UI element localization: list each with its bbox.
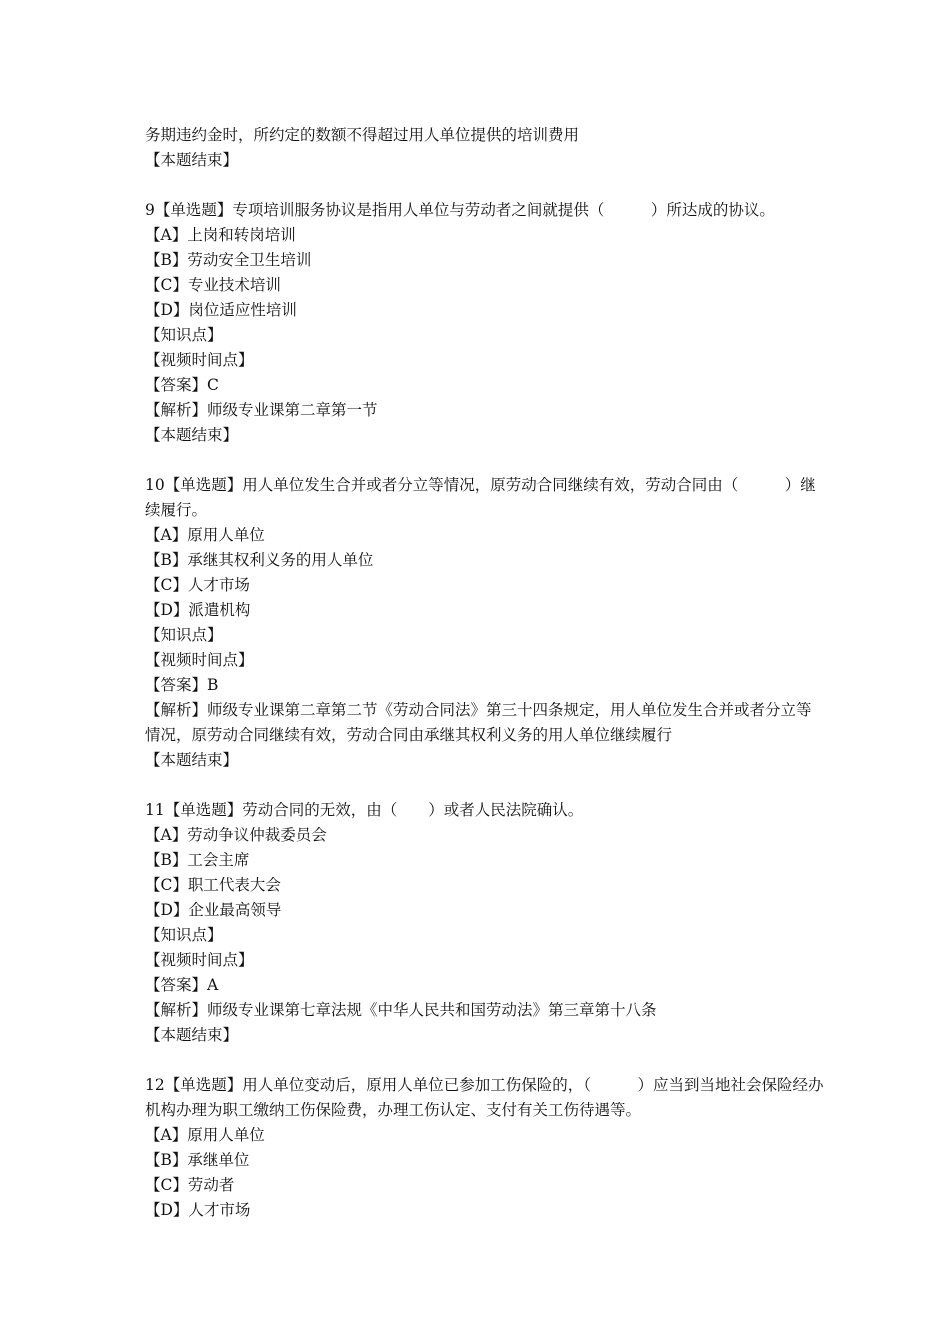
- question-stem: 9【单选题】专项培训服务协议是指用人单位与劳动者之间就提供（ ）所达成的协议。: [145, 201, 775, 219]
- document-page: [145, 123, 825, 1223]
- option-a: 【A】劳动争议仲裁委员会: [145, 826, 327, 844]
- option-b: 【B】劳动安全卫生培训: [145, 251, 312, 269]
- option-d: 【D】派遣机构: [145, 601, 251, 619]
- answer: 【答案】C: [145, 376, 219, 394]
- option-a: 【A】上岗和转岗培训: [145, 226, 296, 244]
- option-a: 【A】原用人单位: [145, 526, 265, 544]
- question-12: [145, 1073, 825, 1223]
- previous-question-end: 【本题结束】: [145, 151, 239, 169]
- question-9: [145, 198, 825, 448]
- question-11: [145, 798, 825, 1048]
- option-b: 【B】工会主席: [145, 851, 250, 869]
- option-c: 【C】专业技术培训: [145, 276, 281, 294]
- question-end: 【本题结束】: [145, 751, 239, 769]
- option-b: 【B】承继其权利义务的用人单位: [145, 551, 374, 569]
- knowledge-point: 【知识点】: [145, 326, 223, 344]
- video-timestamp: 【视频时间点】: [145, 651, 254, 669]
- option-c: 【C】人才市场: [145, 576, 250, 594]
- option-d: 【D】岗位适应性培训: [145, 301, 297, 319]
- option-c: 【C】职工代表大会: [145, 876, 281, 894]
- question-end: 【本题结束】: [145, 1026, 239, 1044]
- question-stem: 10【单选题】用人单位发生合并或者分立等情况，原劳动合同继续有效，劳动合同由（ ）继续履行。: [145, 476, 816, 519]
- option-b: 【B】承继单位: [145, 1151, 250, 1169]
- option-d: 【D】企业最高领导: [145, 901, 282, 919]
- option-a: 【A】原用人单位: [145, 1126, 265, 1144]
- question-10: [145, 473, 825, 773]
- option-d: 【D】人才市场: [145, 1201, 251, 1219]
- analysis: 【解析】师级专业课第七章法规《中华人民共和国劳动法》第三章第十八条: [145, 1001, 657, 1019]
- question-stem: 11【单选题】劳动合同的无效，由（ ）或者人民法院确认。: [145, 801, 584, 819]
- video-timestamp: 【视频时间点】: [145, 351, 254, 369]
- analysis: 【解析】师级专业课第二章第二节《劳动合同法》第三十四条规定，用人单位发生合并或者分立等情况，原劳动合同继续有效，劳动合同由承继其权利义务的用人单位继续履行: [145, 701, 812, 744]
- answer: 【答案】B: [145, 676, 219, 694]
- analysis: 【解析】师级专业课第二章第一节: [145, 401, 378, 419]
- knowledge-point: 【知识点】: [145, 626, 223, 644]
- question-stem: 12【单选题】用人单位变动后，原用人单位已参加工伤保险的，（ ）应当到当地社会保险经办机构办理为职工缴纳工伤保险费，办理工伤认定、支付有关工伤待遇等。: [145, 1076, 824, 1119]
- previous-analysis-tail: 务期违约金时，所约定的数额不得超过用人单位提供的培训费用: [145, 126, 580, 144]
- question-end: 【本题结束】: [145, 426, 239, 444]
- knowledge-point: 【知识点】: [145, 926, 223, 944]
- video-timestamp: 【视频时间点】: [145, 951, 254, 969]
- answer: 【答案】A: [145, 976, 219, 994]
- option-c: 【C】劳动者: [145, 1176, 235, 1194]
